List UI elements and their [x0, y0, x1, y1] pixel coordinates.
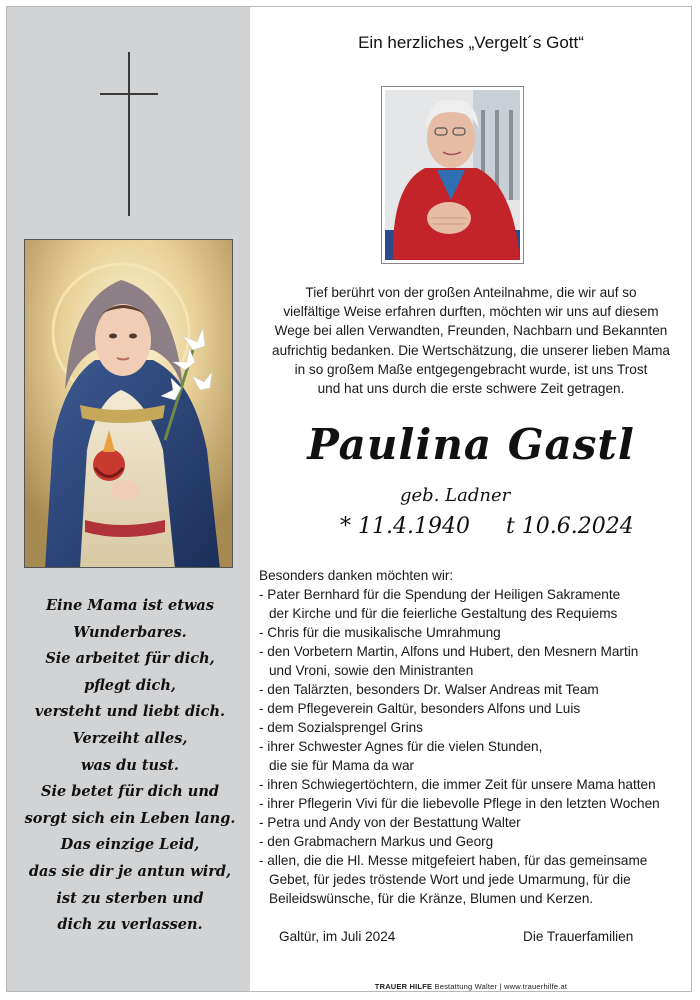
- signature: Die Trauerfamilien: [523, 929, 634, 944]
- thanks-item: - den Grabmachern Markus und Georg: [259, 834, 494, 849]
- life-dates: [340, 514, 634, 539]
- thanks-item: - Chris für die musikalische Umrahmung: [259, 625, 501, 640]
- thanks-item-cont: der Kirche und für die feierliche Gestaltung des Requiems: [269, 606, 618, 621]
- poem: [20, 593, 240, 939]
- thanks-item: - den Talärzten, besonders Dr. Walser Andreas mit Team: [259, 682, 599, 697]
- poem-line: Sie arbeitet für dich,: [45, 650, 215, 668]
- death-date: t 10.6.2024: [505, 514, 634, 539]
- poem-line: sorgt sich ein Leben lang.: [24, 809, 236, 827]
- portrait-photo: [381, 86, 524, 264]
- poem-line: was du tust.: [81, 756, 179, 774]
- intro-text: [255, 283, 687, 398]
- poem-line: versteht und liebt dich.: [34, 703, 226, 721]
- poem-line: das sie dir je antun wird,: [28, 862, 232, 880]
- thanks-item: - Pater Bernhard für die Spendung der Heiligen Sakramente: [259, 587, 621, 602]
- poem-line: dich zu verlassen.: [57, 916, 203, 934]
- thanks-item-cont: die sie für Mama da war: [269, 758, 415, 773]
- intro-line: Tief berührt von der großen Anteilnahme, die wir auf so: [305, 285, 637, 300]
- footer-url[interactable]: www.trauerhilfe.at: [503, 982, 568, 991]
- thanks-list: [259, 566, 689, 908]
- intro-line: aufrichtig bedanken. Die Wertschätzung, die unserer lieben Mama: [272, 342, 670, 358]
- intro-line: vielfältige Weise erfahren durften, möchten wir uns auf diesem: [283, 304, 659, 320]
- page-title: Ein herzliches „Vergelt´s Gott“: [358, 33, 584, 52]
- footer-company: Bestattung Walter: [434, 982, 498, 991]
- thanks-item: - ihrer Schwester Agnes für die vielen Stunden,: [259, 739, 543, 754]
- deceased-name: Paulina Gastl: [307, 420, 635, 469]
- thanks-item-cont: Gebet, für jedes tröstende Wort und jede Umarmung, für die: [269, 872, 631, 887]
- thanks-item: - dem Pflegeverein Galtür, besonders Alfons und Luis: [259, 701, 581, 716]
- thanks-item: - dem Sozialsprengel Grins: [259, 720, 423, 735]
- sacred-heart-image: [24, 239, 233, 568]
- poem-line: Das einzige Leid,: [60, 836, 200, 854]
- footer: [250, 982, 692, 991]
- place-date: Galtür, im Juli 2024: [279, 929, 396, 944]
- thanks-item: - ihrer Pflegerin Vivi für die liebevolle Pflege in den letzten Wochen: [259, 796, 660, 811]
- cross-icon-bar: [100, 93, 158, 95]
- thanks-item-cont: und Vroni, sowie den Ministranten: [269, 663, 474, 678]
- poem-line: Sie betet für dich und: [40, 783, 220, 801]
- poem-line: Verzeiht alles,: [72, 729, 188, 747]
- intro-line: Wege bei allen Verwandten, Freunden, Nachbarn und Bekannten: [274, 323, 668, 339]
- thanks-title: Besonders danken möchten wir:: [259, 568, 454, 583]
- birth-date: * 11.4.1940: [340, 514, 470, 539]
- poem-line: Eine Mama ist etwas: [46, 597, 214, 614]
- poem-line: pflegt dich,: [84, 676, 176, 694]
- thanks-item: - allen, die die Hl. Messe mitgefeiert haben, für das gemeinsame: [259, 853, 648, 868]
- footer-brand: TRAUER HILFE: [374, 982, 433, 991]
- intro-line: und hat uns durch die erste schwere Zeit getragen.: [317, 381, 625, 397]
- cross-icon: [128, 52, 130, 216]
- thanks-item: - den Vorbetern Martin, Alfons und Hubert, den Mesnern Martin: [259, 644, 639, 659]
- footer-separator: |: [499, 982, 502, 991]
- maiden-name: geb. Ladner: [400, 485, 511, 506]
- intro-line: in so großem Maße entgegengebracht wurde, ist uns Trost: [294, 361, 648, 377]
- thanks-item: - ihren Schwiegertöchtern, die immer Zeit für unsere Mama hatten: [259, 777, 656, 792]
- thanks-item-cont: Beileidswünsche, für die Kränze, Blumen und Kerzen.: [269, 891, 594, 906]
- thanks-item: - Petra und Andy von der Bestattung Walter: [259, 815, 521, 830]
- poem-line: Wunderbares.: [73, 623, 187, 641]
- poem-line: ist zu sterben und: [56, 889, 204, 907]
